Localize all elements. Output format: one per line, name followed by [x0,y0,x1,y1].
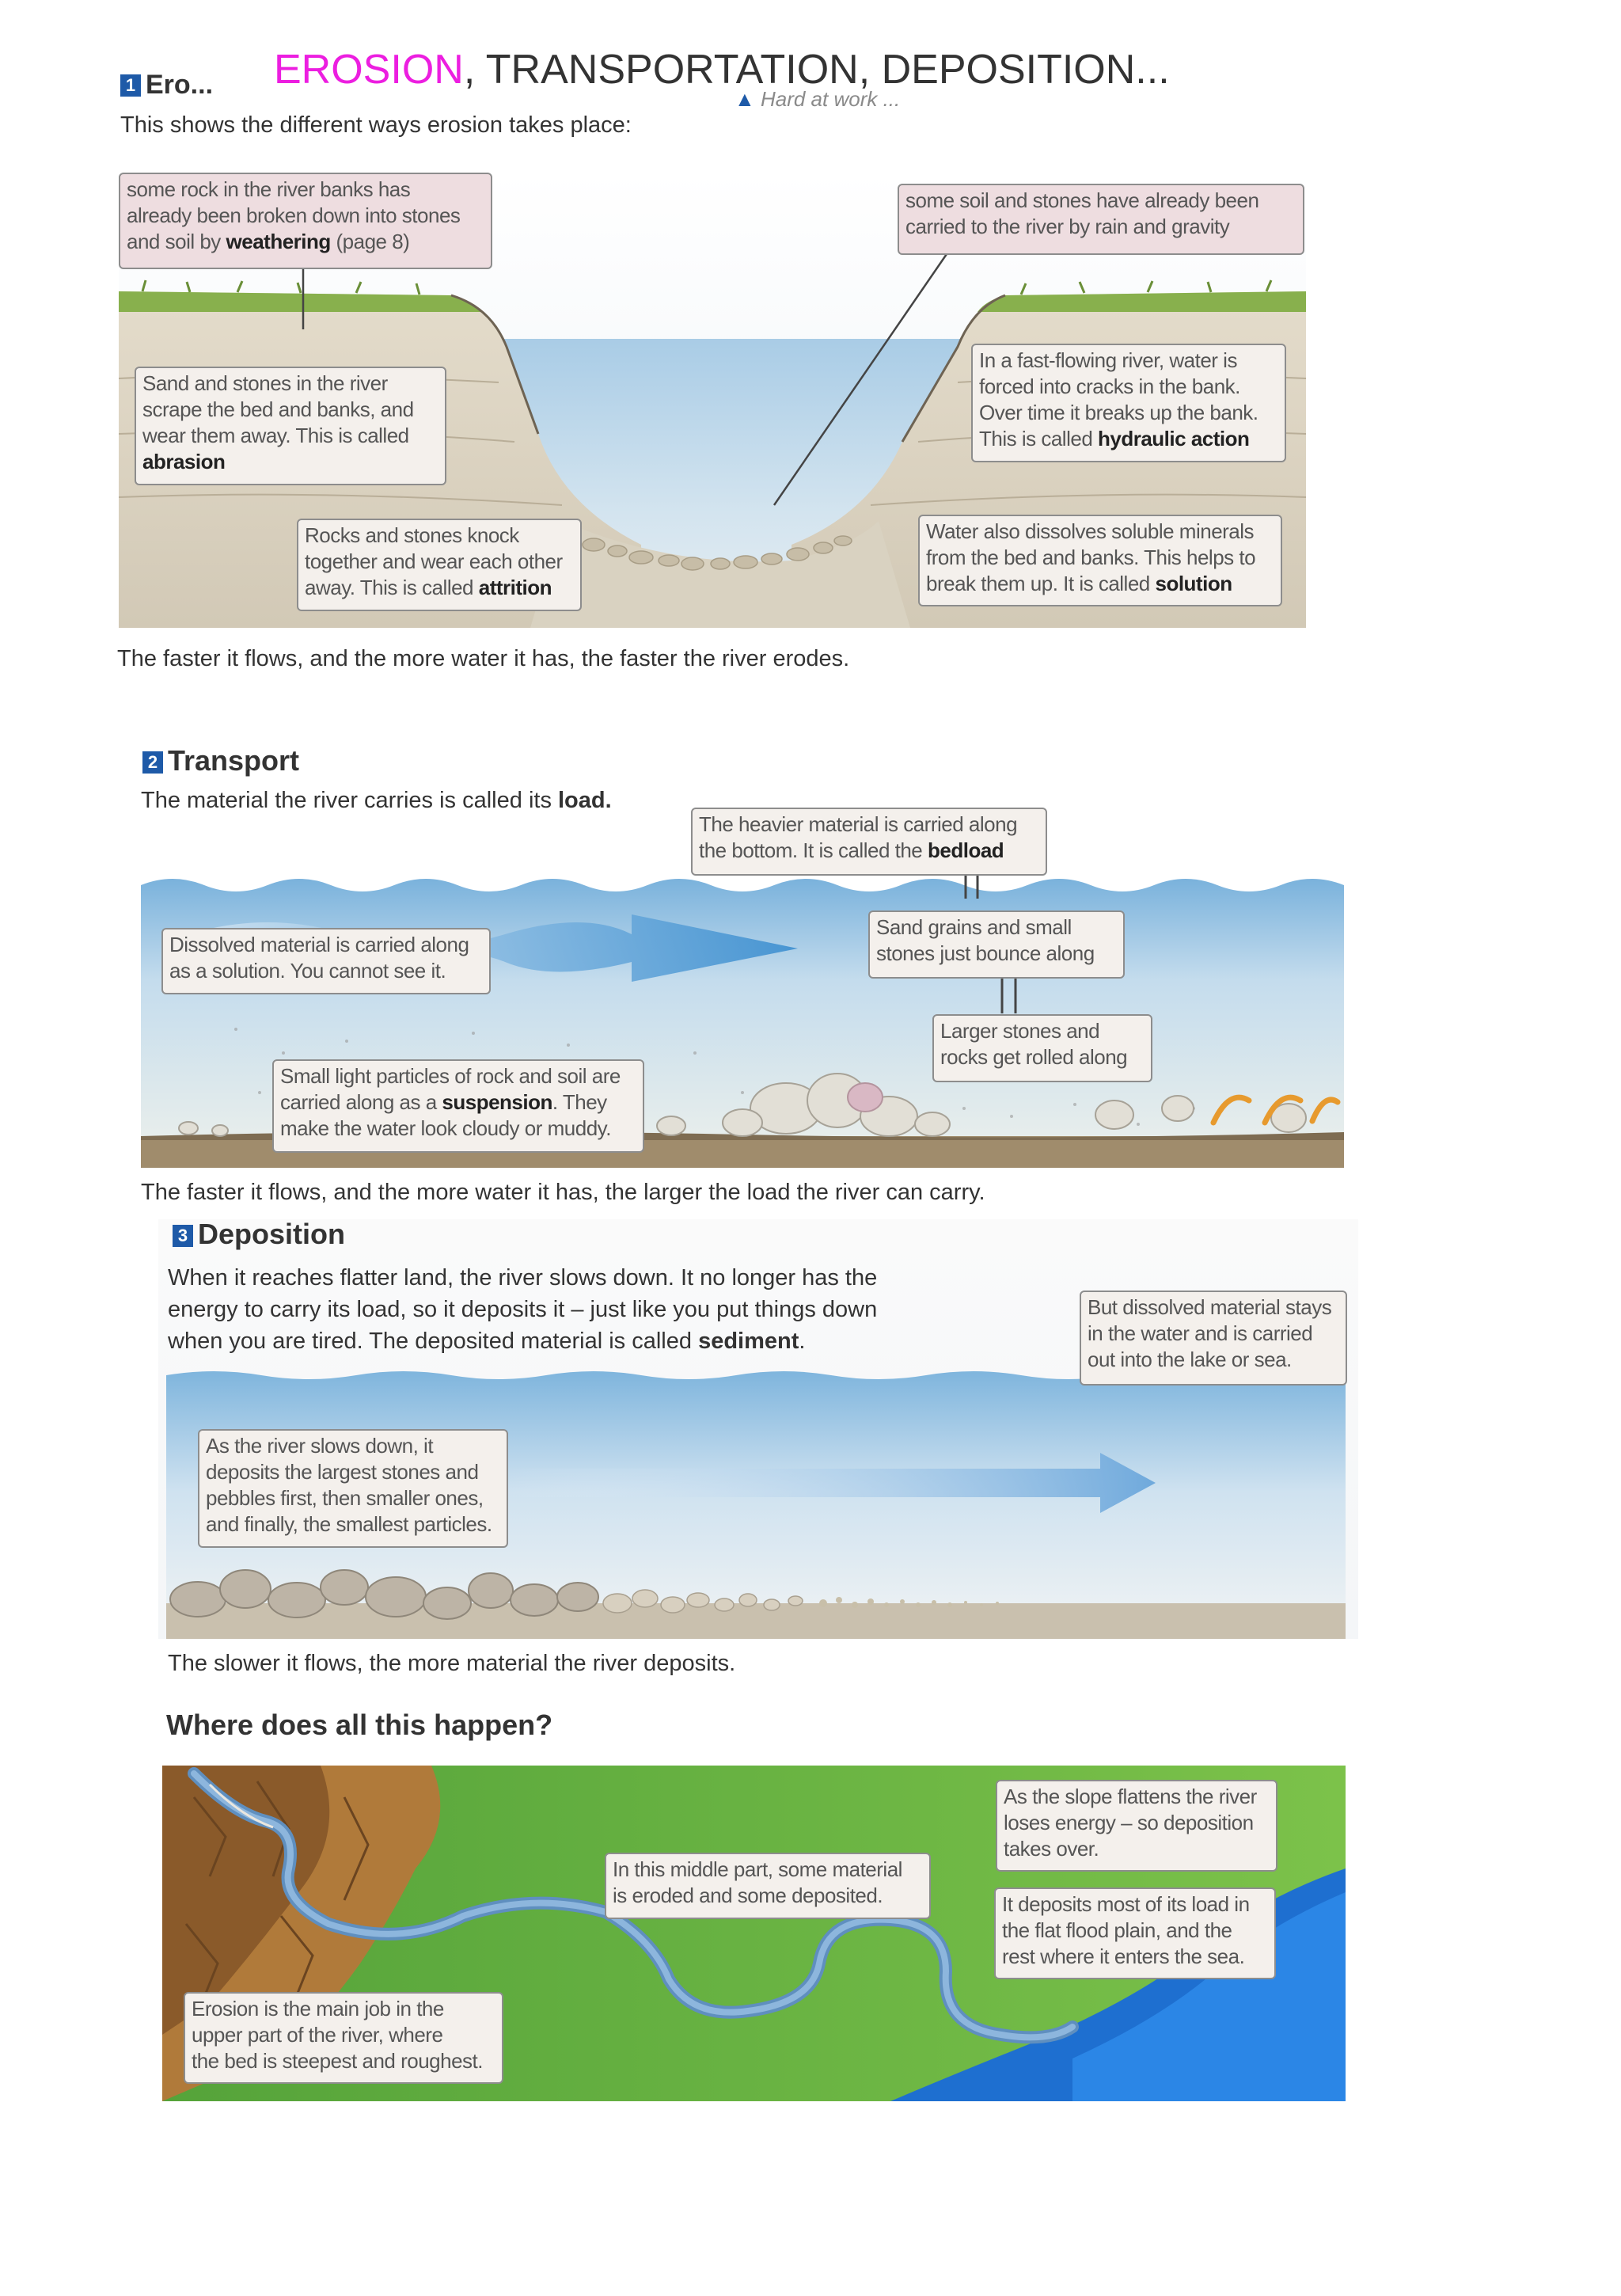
section-number: 3 [173,1225,193,1247]
page-title [274,46,1170,93]
transport-heading [142,744,299,777]
label-upper-part: Erosion is the main job in the upper part of the river, where the bed is steepest and roughest. [184,1992,503,2084]
label-hydraulic-action: In a fast-flowing river, water is forced into cracks in the bank. Over time it breaks up the bank. This is called hydraulic action [971,344,1286,462]
label-flood-plain: It deposits most of its load in the flat flood plain, and the rest where it enters the sea. [994,1887,1276,1979]
section-1-tag [120,70,213,101]
label-solution: Water also dissolves soluble minerals from the bed and banks. This helps to break them up. It is called solution [918,515,1282,606]
title-rest: , TRANSPORTATION, DEPOSITION... [463,47,1170,93]
where-heading: Where does all this happen? [166,1709,553,1741]
deposition-heading-text: Deposition [198,1218,345,1250]
erosion-intro: This shows the different ways erosion takes place: [120,112,632,138]
erosion-caption: The faster it flows, and the more water it has, the faster the river erodes. [117,646,850,671]
transport-heading-text: Transport [168,744,300,777]
deposition-intro: When it reaches flatter land, the river slows down. It no longer has the energy to carry its load, so it deposits it – just like you put things down when you are tired. The deposited material is called sediment. [168,1265,878,1354]
label-weathering: some rock in the river banks has already been broken down into stones and soil by weathering (page 8) [119,173,492,269]
title-erosion: EROSION [274,47,464,93]
label-bedload: The heavier material is carried along the bottom. It is called the bedload [691,808,1047,876]
label-rain-gravity: some soil and stones have already been carried to the river by rain and gravity [898,184,1304,255]
transport-intro: The material the river carries is called its load. [141,788,612,813]
label-attrition: Rocks and stones knock together and wear each other away. This is called attrition [297,519,582,611]
label-middle-part: In this middle part, some material is eroded and some deposited. [605,1853,931,1919]
label-suspension: Small light particles of rock and soil are carried along as a suspension. They make the water look cloudy or muddy. [272,1059,644,1153]
deposition-heading [173,1218,345,1251]
label-larger-stones: Larger stones and rocks get rolled along [932,1014,1152,1082]
section-label: Ero... [146,70,214,100]
label-abrasion: Sand and stones in the river scrape the bed and banks, and wear them away. This is called abrasion [135,367,446,485]
deposition-caption: The slower it flows, the more material the river deposits. [168,1651,736,1676]
label-dissolved-load: Dissolved material is carried along as a solution. You cannot see it. [161,928,491,994]
label-river-slows: As the river slows down, it deposits the largest stones and pebbles first, then smaller ones, and finally, the smallest particles. [198,1429,508,1548]
label-dissolved-stays: But dissolved material stays in the water and is carried out into the lake or sea. [1080,1291,1347,1386]
note-text: Hard at work ... [760,87,901,111]
triangle-icon: ▲ [735,87,755,111]
transport-caption: The faster it flows, and the more water it has, the larger the load the river can carry. [141,1180,985,1205]
label-slope-flattens: As the slope flattens the river loses energy – so deposition takes over. [996,1780,1277,1872]
river-bed [166,1603,1346,1639]
label-sand-grains: Sand grains and small stones just bounce along [868,910,1125,979]
section-number: 1 [120,74,141,97]
section-number: 2 [142,751,163,774]
note-hard-at-work [735,87,900,112]
